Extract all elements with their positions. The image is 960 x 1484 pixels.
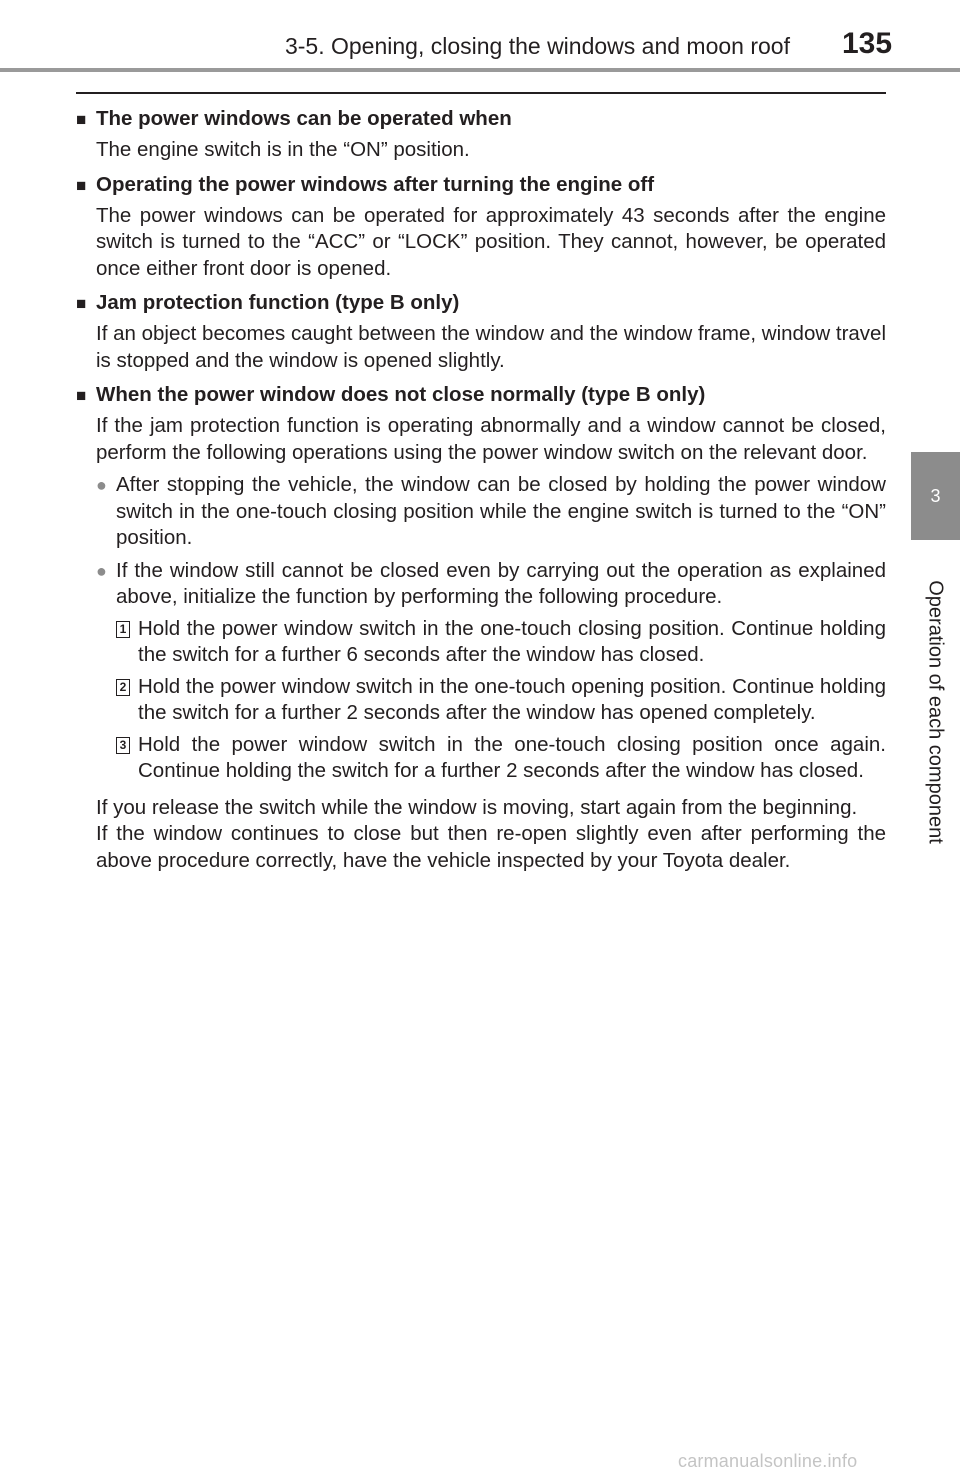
procedure-step [116,732,886,785]
chapter-number: 3 [930,485,941,506]
square-bullet-icon: ■ [76,294,87,313]
section-paragraph: The power windows can be operated for approximately 43 seconds after the engine switch is turned to the “ACC” or “LOCK” position. They cannot, however, be operated once either front door is opened. [96,203,886,280]
step-number-box: 1 [116,621,130,638]
section-heading [76,106,886,133]
section-heading-text: When the power window does not close normally (type B only) [96,383,706,406]
header-rule [0,68,960,72]
square-bullet-icon: ■ [76,175,87,195]
closing-paragraph: If the window continues to close but then re-open slightly even after performing the above procedure correctly, have the vehicle inspected by your Toyota dealer. [96,822,886,872]
step-text: Hold the power window switch in the one-touch closing position. Continue holding the switch for a further 6 seconds after the window has closed. [138,616,886,666]
list-item-text: If the window still cannot be closed even by carrying out the operation as explained above, initialize the function by performing the following procedure. [116,558,886,608]
step-number-box: 3 [116,737,130,754]
section-heading [76,382,886,409]
list-item-text: After stopping the vehicle, the window can be closed by holding the power window switch in the one-touch closing position while the engine switch is turned to the “ON” position. [116,473,886,549]
watermark: carmanualsonline.info [678,1451,858,1471]
chapter-tab[interactable] [911,452,960,540]
closing-paragraph: If you release the switch while the window is moving, start again from the beginning. [96,795,858,819]
step-number-box: 2 [116,679,130,696]
section-heading-text: Operating the power windows after turning the engine off [96,172,655,196]
section-paragraph: If an object becomes caught between the window and the window frame, window travel is stopped and the window is opened slightly. [96,322,886,372]
section-after-engine-off [76,172,886,283]
step-text: Hold the power window switch in the one-touch closing position once again. Continue holding the switch for a further 2 seconds after the window has closed. [138,732,886,782]
list-item [96,558,886,611]
section-heading-text: Jam protection function (type B only) [96,291,460,314]
procedure-step [116,674,886,727]
section-window-not-closing [76,382,886,874]
square-bullet-icon: ■ [76,110,87,129]
section-paragraph: The engine switch is in the “ON” position. [96,138,470,161]
page-number: 135 [842,27,893,60]
page-content [76,106,886,882]
section-paragraph: If the jam protection function is operating abnormally and a window cannot be closed, perform the following operations using the power window switch on the relevant door. [96,414,886,464]
section-heading [76,172,886,199]
section-operating-conditions [76,106,886,164]
procedure-step [116,616,886,669]
square-bullet-icon: ■ [76,386,87,405]
section-jam-protection [76,290,886,374]
section-heading [76,290,886,317]
list-item [96,472,886,552]
section-heading-text: The power windows can be operated when [96,107,512,130]
content-top-rule [76,92,886,94]
running-header: 3-5. Opening, closing the windows and moon roof [284,33,790,59]
circle-bullet-icon: ● [96,475,107,495]
circle-bullet-icon: ● [96,560,107,581]
chapter-label: Operation of each component [924,580,947,844]
step-text: Hold the power window switch in the one-touch opening position. Continue holding the switch for a further 2 seconds after the window has opened completely. [138,674,886,724]
